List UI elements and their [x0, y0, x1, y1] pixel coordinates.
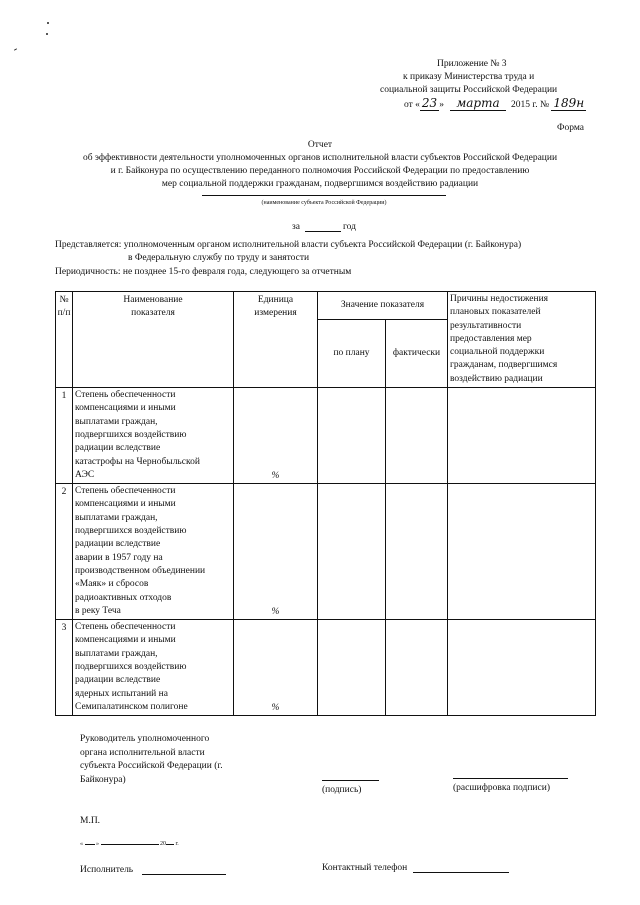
name-line: компенсациями и иными — [75, 499, 176, 510]
header-reason-line: воздействию радиации — [450, 373, 543, 384]
appendix-line-1: Приложение № 3 — [437, 59, 507, 69]
row-unit: % — [234, 484, 318, 620]
title-line-2: об эффективности деятельности уполномоченных органов исполнительной власти субъектов Российской Федерации — [82, 153, 558, 163]
row-indicator-name — [73, 620, 234, 716]
phone-line[interactable] — [413, 872, 509, 873]
date-prefix: от « — [404, 100, 420, 110]
row-actual-value[interactable] — [386, 388, 448, 484]
decode-caption: (расшифровка подписи) — [453, 783, 550, 793]
row-unit: % — [234, 388, 318, 484]
header-unit-line: Единица — [257, 295, 294, 305]
name-line: подвергшихся воздействию — [75, 429, 187, 440]
name-line: выплатами граждан, — [75, 648, 158, 659]
date-year: 2015 г. № — [511, 100, 550, 110]
row-indicator-name — [73, 484, 234, 620]
title-line-1: Отчет — [307, 140, 333, 150]
header-reason-line: плановых показателей — [450, 307, 541, 318]
row-plan-value[interactable] — [318, 388, 386, 484]
table-row — [56, 620, 596, 716]
header-reason-line: гражданам, подвергшимся — [450, 360, 558, 371]
name-line: ядерных испытаний на — [75, 688, 168, 699]
period-prefix: за — [292, 222, 300, 232]
header-num-line: № — [59, 295, 69, 305]
name-line: Степень обеспеченности — [75, 622, 176, 633]
executor-label: Исполнитель — [80, 865, 134, 875]
appendix-line-3: социальной защиты Российской Федерации — [380, 85, 558, 95]
name-line: производственном объединении — [75, 565, 206, 576]
period-year-line[interactable] — [305, 231, 341, 232]
periodicity: Периодичность: не позднее 15-го февраля года, следующего за отчетным — [55, 267, 352, 277]
name-line: выплатами граждан, — [75, 512, 158, 523]
date-century: 20 — [160, 841, 166, 847]
handwritten-number: 189н — [553, 96, 585, 110]
name-line: радиации вследствие — [75, 675, 161, 686]
executor-line[interactable] — [142, 874, 226, 875]
signature-head-line: Руководитель уполномоченного — [80, 734, 210, 744]
name-line: Степень обеспеченности — [75, 486, 176, 497]
date-open-quote: « — [80, 841, 83, 847]
date-year-suffix: г. — [175, 841, 179, 847]
row-num: 2 — [56, 484, 73, 620]
decode-line[interactable] — [453, 778, 568, 779]
period-suffix: год — [343, 222, 356, 232]
row-plan-value[interactable] — [318, 484, 386, 620]
subject-name-line[interactable] — [202, 195, 446, 196]
phone-label: Контактный телефон — [322, 863, 408, 873]
name-line: компенсациями и иными — [75, 635, 176, 646]
header-reason — [448, 292, 596, 388]
row-num: 3 — [56, 620, 73, 716]
report-table — [55, 291, 596, 716]
name-line: аварии в 1957 году на — [75, 552, 163, 563]
signature-head-line: органа исполнительной власти — [80, 747, 205, 758]
header-reason-line: предоставления мер — [450, 333, 532, 344]
name-line: радиоактивных отходов — [75, 592, 172, 603]
scan-mark — [14, 48, 17, 50]
date-year-blank[interactable] — [166, 844, 174, 845]
appendix-line-2: к приказу Министерства труда и — [403, 72, 535, 82]
name-line: «Маяк» и сбросов — [75, 579, 149, 590]
submitted-line-2: в Федеральную службу по труду и занятости — [128, 253, 310, 263]
signature-head — [80, 733, 223, 787]
handwritten-month: марта — [450, 96, 505, 111]
name-line: Степень обеспеченности — [75, 390, 176, 401]
scan-mark — [47, 22, 49, 24]
title-line-3: и г. Байконура по осуществлению переданного полномочия Российской Федерации по предоставлению — [110, 166, 530, 176]
header-unit-line: измерения — [254, 308, 297, 319]
name-line: катастрофы на Чернобыльской — [75, 456, 200, 467]
header-name — [73, 292, 234, 388]
name-line: радиации вследствие — [75, 443, 161, 454]
row-plan-value[interactable] — [318, 620, 386, 716]
title-line-4: мер социальной поддержки гражданам, подвергшимся воздействию радиации — [161, 179, 479, 189]
scan-mark — [46, 33, 48, 35]
date-close-quote: » — [96, 841, 99, 847]
row-actual-value[interactable] — [386, 620, 448, 716]
signature-caption: (подпись) — [322, 785, 362, 795]
signature-head-line: субъекта Российской Федерации (г. — [80, 761, 223, 771]
submitted-line-1: Представляется: уполномоченным органом исполнительной власти субъекта Российской Федерации (г. Байконура) — [55, 240, 522, 250]
name-line: Семипалатинском полигоне — [75, 701, 188, 712]
header-reason-line: результативности — [450, 320, 522, 331]
table-header-row — [56, 292, 596, 320]
date-line — [80, 841, 179, 847]
row-reason[interactable] — [448, 620, 596, 716]
header-unit — [234, 292, 318, 388]
row-actual-value[interactable] — [386, 484, 448, 620]
subject-caption: (наименование субъекта Российской Федерации) — [261, 200, 387, 206]
signature-head-line: Байконура) — [80, 774, 126, 785]
header-num-line: п/п — [57, 308, 71, 319]
table-row — [56, 388, 596, 484]
row-indicator-name — [73, 388, 234, 484]
header-name-line: показателя — [131, 308, 175, 319]
appendix-date-row — [404, 97, 586, 112]
table-row — [56, 484, 596, 620]
form-label: Форма — [557, 123, 585, 133]
stamp-label: М.П. — [80, 816, 101, 826]
header-name-line: Наименование — [123, 295, 183, 305]
header-reason-line: социальной поддержки — [450, 347, 545, 358]
row-unit: % — [234, 620, 318, 716]
date-month-blank[interactable] — [101, 844, 159, 845]
handwritten-day: 23 — [421, 96, 438, 110]
name-line: АЭС — [75, 469, 95, 480]
name-line: подвергшихся воздействию — [75, 526, 187, 537]
row-reason[interactable] — [448, 484, 596, 620]
header-plan: по плану — [318, 320, 386, 388]
row-num: 1 — [56, 388, 73, 484]
name-line: подвергшихся воздействию — [75, 662, 187, 673]
date-mid: » — [439, 100, 444, 110]
name-line: компенсациями и иными — [75, 403, 176, 414]
signature-line[interactable] — [322, 780, 379, 781]
header-value: Значение показателя — [318, 292, 448, 320]
header-num — [56, 292, 73, 388]
name-line: в реку Теча — [75, 605, 121, 616]
name-line: выплатами граждан, — [75, 416, 158, 427]
header-reason-line: Причины недостижения — [450, 294, 549, 304]
name-line: радиации вследствие — [75, 539, 161, 550]
row-reason[interactable] — [448, 388, 596, 484]
header-actual: фактически — [386, 320, 448, 388]
date-day-blank[interactable] — [85, 844, 95, 845]
